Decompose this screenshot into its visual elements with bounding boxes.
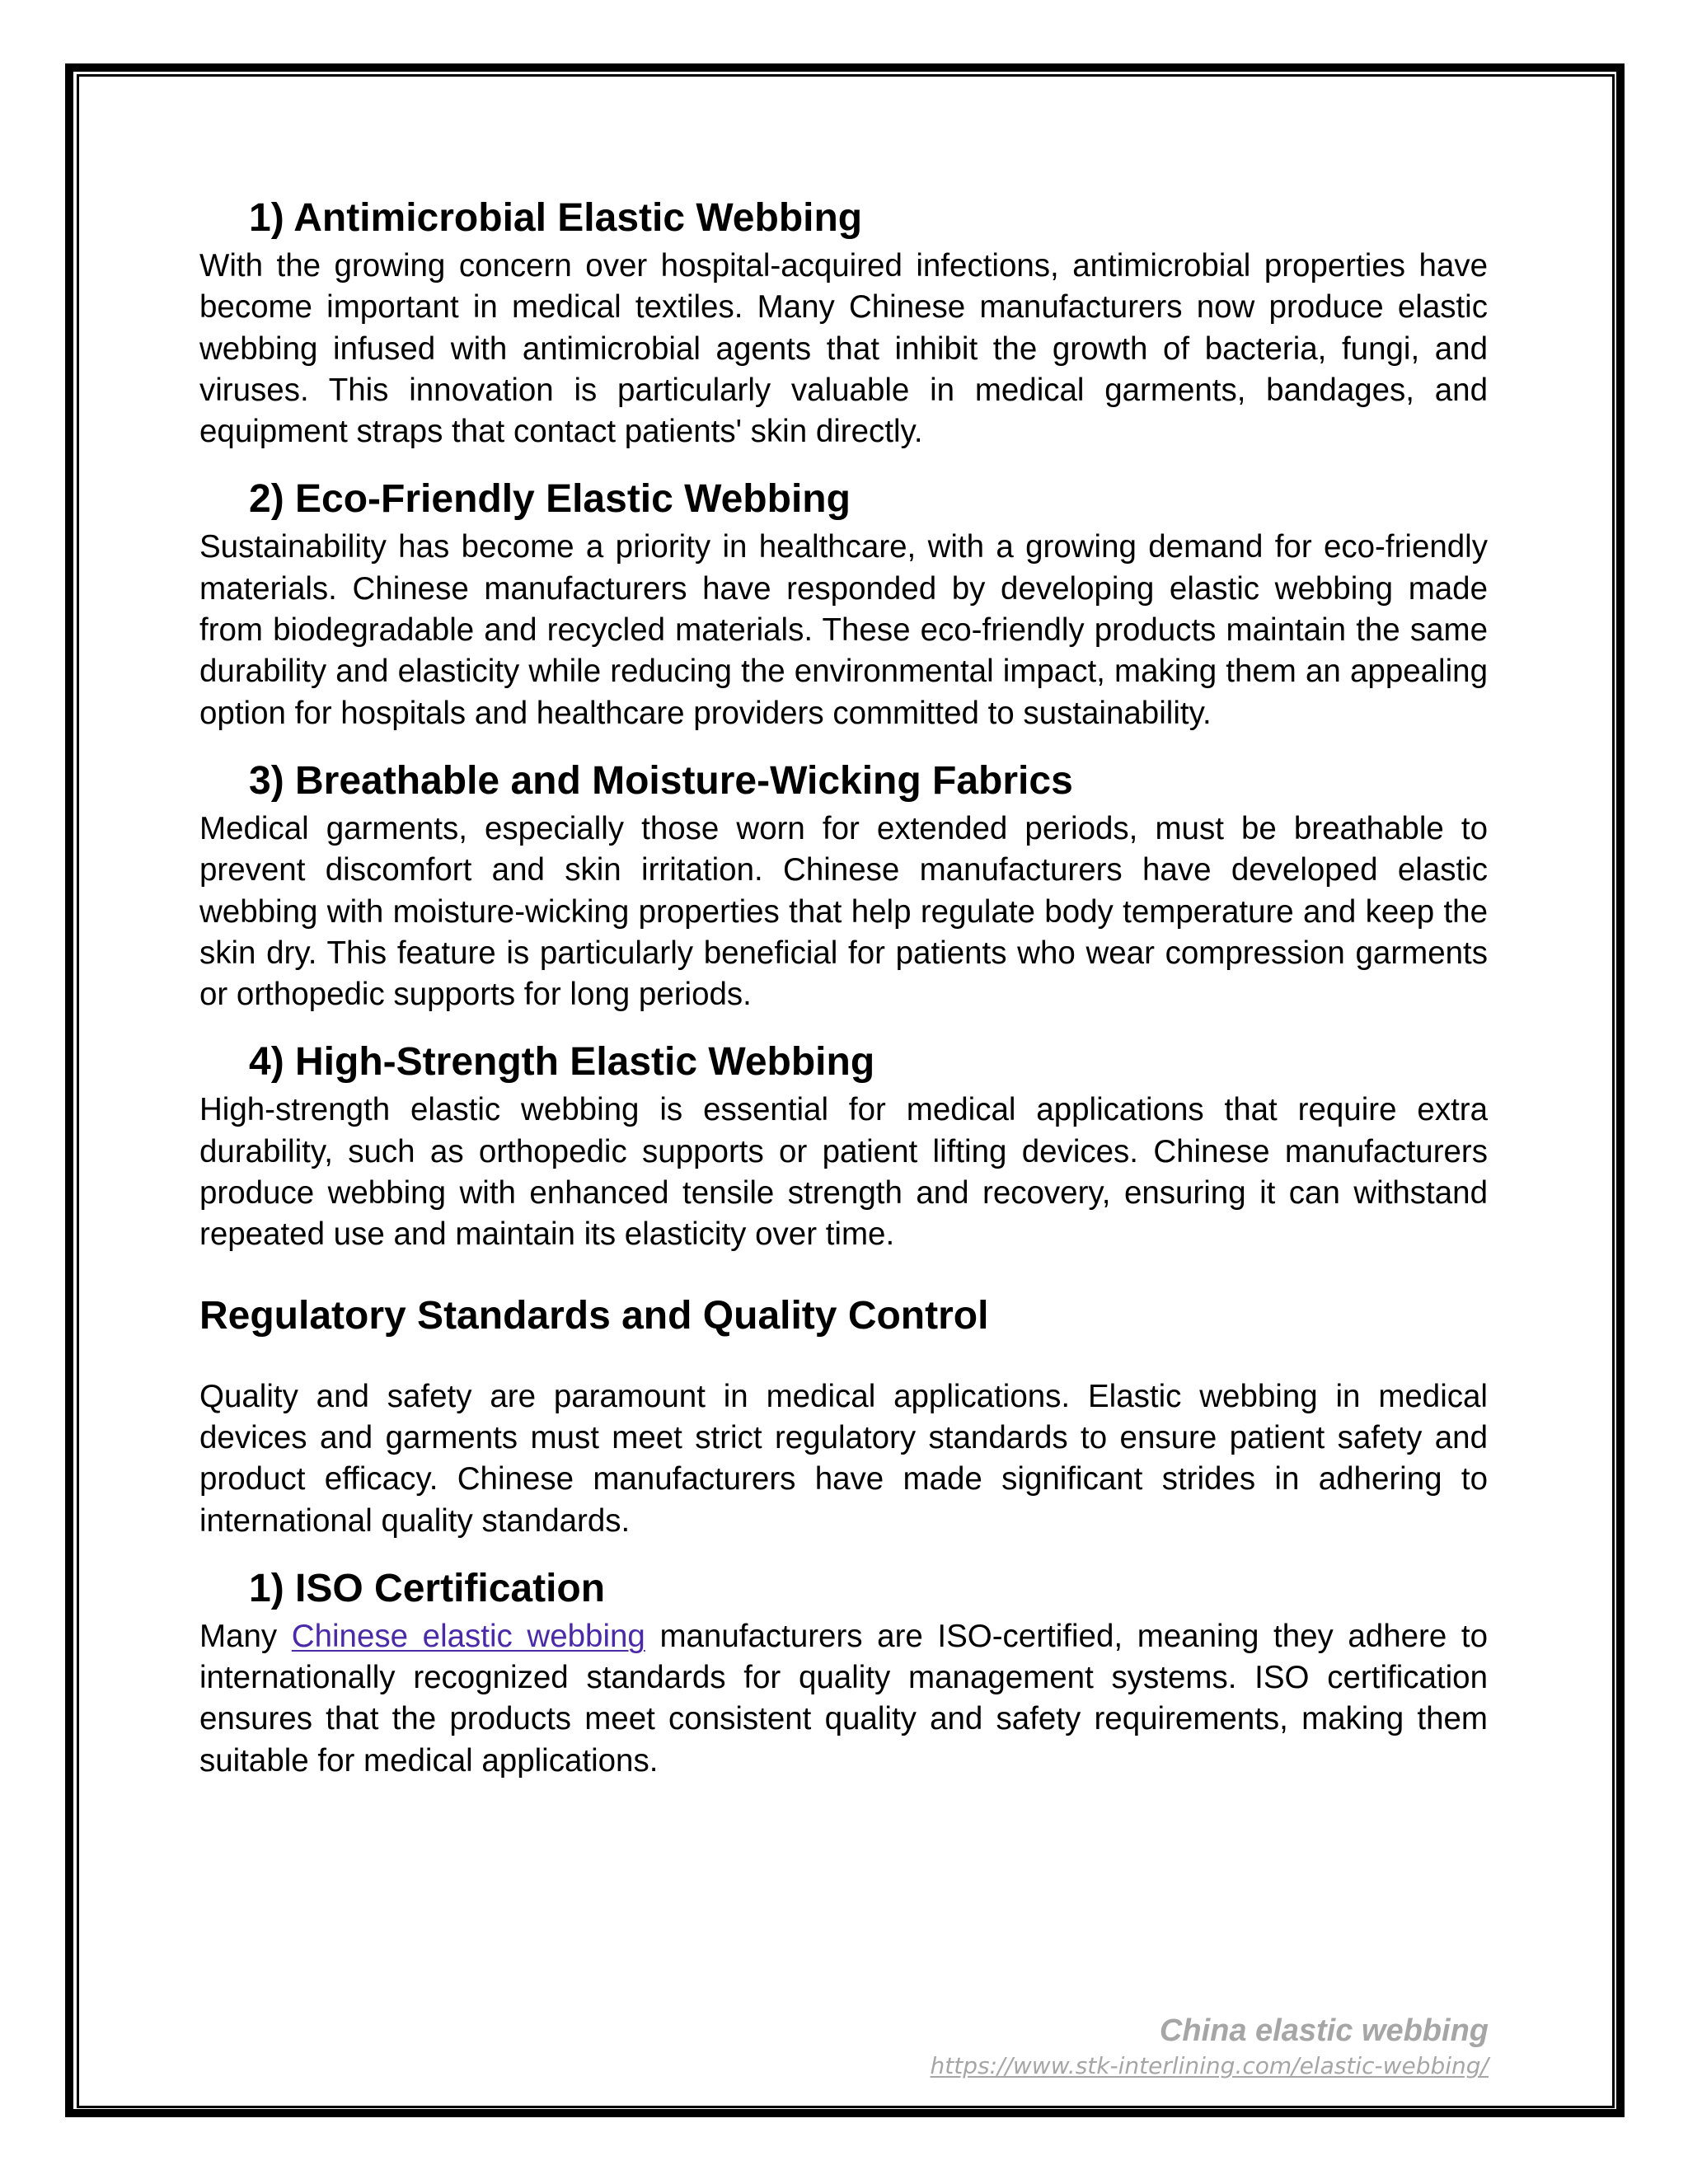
document-content — [199, 194, 1488, 1782]
footer-title: China elastic webbing — [1159, 2013, 1489, 2048]
chinese-elastic-webbing-link[interactable]: Chinese elastic webbing — [291, 1618, 645, 1654]
section-eco-friendly — [199, 476, 1488, 733]
footer-url-link[interactable]: https://www.stk-interlining.com/elastic-webbing/ — [930, 2052, 1489, 2079]
section-breathable — [199, 757, 1488, 1015]
section-paragraph — [199, 1616, 1488, 1782]
section-regulatory — [199, 1292, 1488, 1542]
section-heading: 1) ISO Certification — [249, 1566, 606, 1610]
section-paragraph: Quality and safety are paramount in medical applications. Elastic webbing in medical devices and garments must meet strict regulatory standards to ensure patient safety and product efficacy. Chinese manufacturers have made significant strides in adhering to international quality standards. — [199, 1378, 1488, 1539]
section-heading: 1) Antimicrobial Elastic Webbing — [249, 196, 863, 240]
section-antimicrobial — [199, 194, 1488, 452]
paragraph-text-after: manufacturers are ISO-certified, meaning they adhere to internationally recognized standards for quality management systems. ISO certification ensures that the products meet consistent quality and safety requirements, making them suitable for medical applications. — [199, 1618, 1488, 1779]
page-footer — [931, 2012, 1489, 2083]
section-paragraph: Sustainability has become a priority in healthcare, with a growing demand for eco-friendly materials. Chinese manufacturers have responded by developing elastic webbing made from biodegradable and recycled materials. These eco-friendly products maintain the same durability and elasticity while reducing the environmental impact, making them an appealing option for hospitals and healthcare providers committed to sustainability. — [199, 529, 1488, 731]
section-paragraph: High-strength elastic webbing is essential for medical applications that require extra durability, such as orthopedic supports or patient lifting devices. Chinese manufacturers produce webbing with enhanced tensile strength and recovery, ensuring it can withstand repeated use and maintain its elasticity over time. — [199, 1092, 1488, 1253]
paragraph-text-before: Many — [199, 1618, 292, 1654]
main-heading: Regulatory Standards and Quality Control — [199, 1293, 989, 1338]
section-heading: 2) Eco-Friendly Elastic Webbing — [249, 477, 851, 522]
section-high-strength — [199, 1038, 1488, 1255]
section-heading: 3) Breathable and Moisture-Wicking Fabrics — [249, 758, 1073, 803]
section-iso — [199, 1565, 1488, 1782]
section-paragraph: Medical garments, especially those worn for extended periods, must be breathable to prevent discomfort and skin irritation. Chinese manufacturers have developed elastic webbing with moisture-wicking properties that help regulate body temperature and keep the skin dry. This feature is particularly beneficial for patients who wear compression garments or orthopedic supports for long periods. — [199, 810, 1488, 1013]
section-heading: 4) High-Strength Elastic Webbing — [249, 1040, 875, 1085]
section-paragraph: With the growing concern over hospital-acquired infections, antimicrobial properties have become important in medical textiles. Many Chinese manufacturers now produce elastic webbing infused with antimicrobial agents that inhibit the growth of bacteria, fungi, and viruses. This innovation is particularly valuable in medical garments, bandages, and equipment straps that contact patients' skin directly. — [199, 248, 1488, 450]
